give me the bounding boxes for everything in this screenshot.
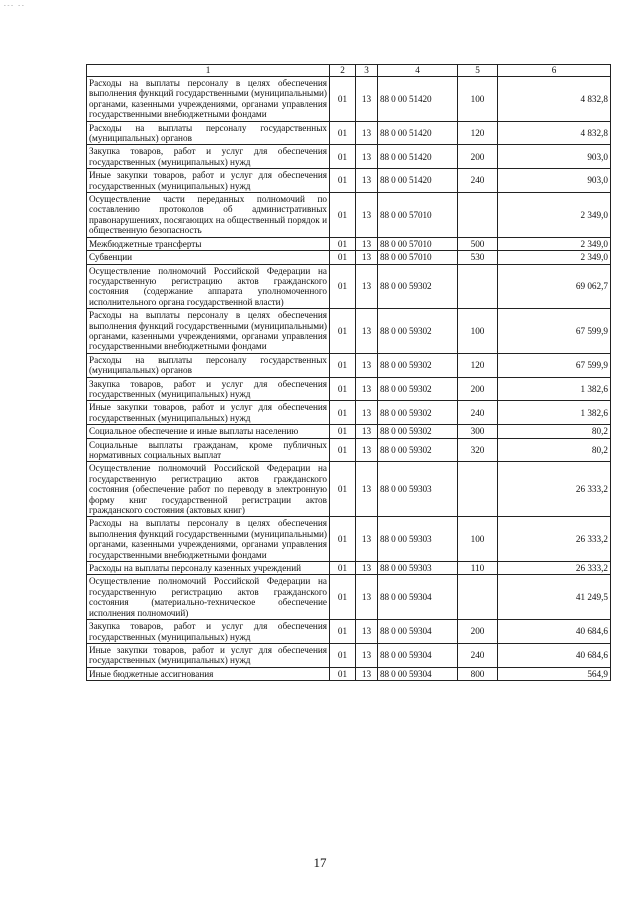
cell-expense-type: 100 — [458, 309, 498, 354]
cell-expense-type — [458, 575, 498, 620]
cell-name: Расходы на выплаты персоналу в целях обеспечения выполнения функций государственными (муниципальными) органами, казенными учреждениями, органами управления государственными внебюджетными фондами — [87, 309, 330, 354]
cell-name: Расходы на выплаты персоналу государственных (муниципальных) органов — [87, 121, 330, 145]
cell-target-code: 88 0 00 59302 — [378, 438, 458, 462]
table-row — [87, 251, 611, 264]
cell-name: Расходы на выплаты персоналу в целях обеспечения выполнения функций государственными (муниципальными) органами, казенными учреждениями, органами управления государственными внебюджетными фондами — [87, 77, 330, 122]
cell-subsection: 13 — [356, 353, 378, 377]
column-header-section: 2 — [330, 65, 356, 77]
cell-expense-type: 320 — [458, 438, 498, 462]
cell-subsection: 13 — [356, 377, 378, 401]
cell-amount: 2 349,0 — [498, 251, 611, 264]
cell-expense-type: 100 — [458, 517, 498, 562]
cell-subsection: 13 — [356, 264, 378, 309]
cell-expense-type: 240 — [458, 169, 498, 193]
cell-amount: 41 249,5 — [498, 575, 611, 620]
cell-section: 01 — [330, 377, 356, 401]
cell-subsection: 13 — [356, 517, 378, 562]
cell-target-code: 88 0 00 59304 — [378, 620, 458, 644]
cell-name: Осуществление части переданных полномочий по составлению протоколов об административных правонарушениях, посягающих на общественный порядок и общественную безопасность — [87, 193, 330, 238]
cell-subsection: 13 — [356, 438, 378, 462]
table-row — [87, 438, 611, 462]
cell-expense-type — [458, 264, 498, 309]
cell-subsection: 13 — [356, 309, 378, 354]
cell-expense-type: 200 — [458, 620, 498, 644]
table-row — [87, 517, 611, 562]
table-row — [87, 121, 611, 145]
cell-name: Закупка товаров, работ и услуг для обеспечения государственных (муниципальных) нужд — [87, 145, 330, 169]
cell-subsection: 13 — [356, 77, 378, 122]
cell-section: 01 — [330, 193, 356, 238]
cell-name: Иные закупки товаров, работ и услуг для обеспечения государственных (муниципальных) нужд — [87, 643, 330, 667]
cell-name: Расходы на выплаты персоналу государственных (муниципальных) органов — [87, 353, 330, 377]
cell-amount: 564,9 — [498, 667, 611, 680]
cell-name: Межбюджетные трансферты — [87, 237, 330, 250]
cell-section: 01 — [330, 77, 356, 122]
column-header-target-code: 4 — [378, 65, 458, 77]
table-row — [87, 425, 611, 438]
cell-amount: 4 832,8 — [498, 121, 611, 145]
table-row — [87, 353, 611, 377]
cell-target-code: 88 0 00 51420 — [378, 121, 458, 145]
cell-section: 01 — [330, 169, 356, 193]
cell-amount: 1 382,6 — [498, 377, 611, 401]
cell-target-code: 88 0 00 59302 — [378, 377, 458, 401]
cell-subsection: 13 — [356, 667, 378, 680]
cell-section: 01 — [330, 562, 356, 575]
cell-amount: 67 599,9 — [498, 309, 611, 354]
cell-subsection: 13 — [356, 121, 378, 145]
cell-amount: 80,2 — [498, 438, 611, 462]
table-row — [87, 77, 611, 122]
cell-amount: 1 382,6 — [498, 401, 611, 425]
cell-section: 01 — [330, 401, 356, 425]
cell-target-code: 88 0 00 51420 — [378, 77, 458, 122]
cell-name: Социальные выплаты гражданам, кроме публичных нормативных социальных выплат — [87, 438, 330, 462]
cell-subsection: 13 — [356, 193, 378, 238]
cell-name: Расходы на выплаты персоналу в целях обеспечения выполнения функций государственными (муниципальными) органами, казенными учреждениями, органами управления государственными внебюджетными фондами — [87, 517, 330, 562]
cell-section: 01 — [330, 264, 356, 309]
cell-target-code: 88 0 00 59304 — [378, 575, 458, 620]
cell-section: 01 — [330, 643, 356, 667]
table-row — [87, 462, 611, 517]
cell-section: 01 — [330, 517, 356, 562]
cell-target-code: 88 0 00 51420 — [378, 145, 458, 169]
budget-table — [86, 64, 611, 681]
cell-amount: 903,0 — [498, 145, 611, 169]
table-row — [87, 237, 611, 250]
cell-subsection: 13 — [356, 462, 378, 517]
cell-target-code: 88 0 00 59302 — [378, 309, 458, 354]
column-header-amount: 6 — [498, 65, 611, 77]
cell-section: 01 — [330, 575, 356, 620]
cell-name: Иные закупки товаров, работ и услуг для обеспечения государственных (муниципальных) нужд — [87, 401, 330, 425]
cell-amount: 40 684,6 — [498, 643, 611, 667]
cell-target-code: 88 0 00 57010 — [378, 237, 458, 250]
table-row — [87, 667, 611, 680]
cell-expense-type: 300 — [458, 425, 498, 438]
cell-expense-type: 530 — [458, 251, 498, 264]
cell-amount: 2 349,0 — [498, 193, 611, 238]
cell-target-code: 88 0 00 59303 — [378, 562, 458, 575]
cell-section: 01 — [330, 309, 356, 354]
table-row — [87, 620, 611, 644]
cell-expense-type: 500 — [458, 237, 498, 250]
cell-amount: 80,2 — [498, 425, 611, 438]
cell-target-code: 88 0 00 57010 — [378, 251, 458, 264]
cell-section: 01 — [330, 667, 356, 680]
table-row — [87, 169, 611, 193]
cell-subsection: 13 — [356, 401, 378, 425]
cell-target-code: 88 0 00 59304 — [378, 643, 458, 667]
table-row — [87, 377, 611, 401]
cell-subsection: 13 — [356, 620, 378, 644]
cell-name: Осуществление полномочий Российской Федерации на государственную регистрацию актов гражданского состояния (обеспечение работ по переводу в электронную форму книг государственной регистрации актов гражданского состояния (актовых книг) — [87, 462, 330, 517]
cell-subsection: 13 — [356, 425, 378, 438]
cell-name: Осуществление полномочий Российской Федерации на государственную регистрацию актов гражданского состояния (содержание аппарата уполномоченного исполнительного органа государственной власти) — [87, 264, 330, 309]
table-row — [87, 401, 611, 425]
cell-expense-type: 110 — [458, 562, 498, 575]
cell-section: 01 — [330, 462, 356, 517]
cell-target-code: 88 0 00 59303 — [378, 517, 458, 562]
cell-name: Осуществление полномочий Российской Федерации на государственную регистрацию актов гражданского состояния (материально-техническое обеспечение исполнения полномочий) — [87, 575, 330, 620]
cell-subsection: 13 — [356, 562, 378, 575]
table-row — [87, 643, 611, 667]
cell-section: 01 — [330, 145, 356, 169]
cell-section: 01 — [330, 121, 356, 145]
scan-mark: --- -- — [3, 2, 25, 9]
cell-target-code: 88 0 00 57010 — [378, 193, 458, 238]
cell-expense-type: 240 — [458, 643, 498, 667]
cell-section: 01 — [330, 620, 356, 644]
cell-target-code: 88 0 00 51420 — [378, 169, 458, 193]
cell-name: Закупка товаров, работ и услуг для обеспечения государственных (муниципальных) нужд — [87, 377, 330, 401]
table-row — [87, 264, 611, 309]
cell-expense-type: 120 — [458, 353, 498, 377]
cell-amount: 903,0 — [498, 169, 611, 193]
cell-section: 01 — [330, 237, 356, 250]
cell-target-code: 88 0 00 59302 — [378, 264, 458, 309]
cell-name: Иные закупки товаров, работ и услуг для обеспечения государственных (муниципальных) нужд — [87, 169, 330, 193]
cell-amount: 2 349,0 — [498, 237, 611, 250]
cell-section: 01 — [330, 438, 356, 462]
cell-name: Расходы на выплаты персоналу казенных учреждений — [87, 562, 330, 575]
cell-subsection: 13 — [356, 251, 378, 264]
cell-subsection: 13 — [356, 643, 378, 667]
table-row — [87, 145, 611, 169]
column-header-subsection: 3 — [356, 65, 378, 77]
column-header-expense-type: 5 — [458, 65, 498, 77]
table-header-row — [87, 65, 611, 77]
table-row — [87, 575, 611, 620]
cell-expense-type: 100 — [458, 77, 498, 122]
cell-target-code: 88 0 00 59302 — [378, 401, 458, 425]
cell-expense-type: 240 — [458, 401, 498, 425]
table-row — [87, 309, 611, 354]
cell-target-code: 88 0 00 59304 — [378, 667, 458, 680]
cell-section: 01 — [330, 425, 356, 438]
cell-target-code: 88 0 00 59302 — [378, 425, 458, 438]
cell-expense-type: 200 — [458, 145, 498, 169]
table-row — [87, 562, 611, 575]
cell-name: Закупка товаров, работ и услуг для обеспечения государственных (муниципальных) нужд — [87, 620, 330, 644]
cell-amount: 26 333,2 — [498, 562, 611, 575]
cell-expense-type: 120 — [458, 121, 498, 145]
cell-expense-type — [458, 462, 498, 517]
cell-amount: 26 333,2 — [498, 517, 611, 562]
cell-subsection: 13 — [356, 169, 378, 193]
cell-subsection: 13 — [356, 237, 378, 250]
cell-name: Субвенции — [87, 251, 330, 264]
table-row — [87, 193, 611, 238]
cell-expense-type: 800 — [458, 667, 498, 680]
cell-expense-type — [458, 193, 498, 238]
cell-expense-type: 200 — [458, 377, 498, 401]
cell-amount: 4 832,8 — [498, 77, 611, 122]
cell-section: 01 — [330, 251, 356, 264]
cell-subsection: 13 — [356, 575, 378, 620]
page-number: 17 — [313, 855, 327, 870]
cell-name: Социальное обеспечение и иные выплаты населению — [87, 425, 330, 438]
cell-amount: 69 062,7 — [498, 264, 611, 309]
cell-section: 01 — [330, 353, 356, 377]
cell-amount: 67 599,9 — [498, 353, 611, 377]
cell-subsection: 13 — [356, 145, 378, 169]
cell-amount: 40 684,6 — [498, 620, 611, 644]
cell-name: Иные бюджетные ассигнования — [87, 667, 330, 680]
column-header-name: 1 — [87, 65, 330, 77]
cell-amount: 26 333,2 — [498, 462, 611, 517]
cell-target-code: 88 0 00 59302 — [378, 353, 458, 377]
cell-target-code: 88 0 00 59303 — [378, 462, 458, 517]
